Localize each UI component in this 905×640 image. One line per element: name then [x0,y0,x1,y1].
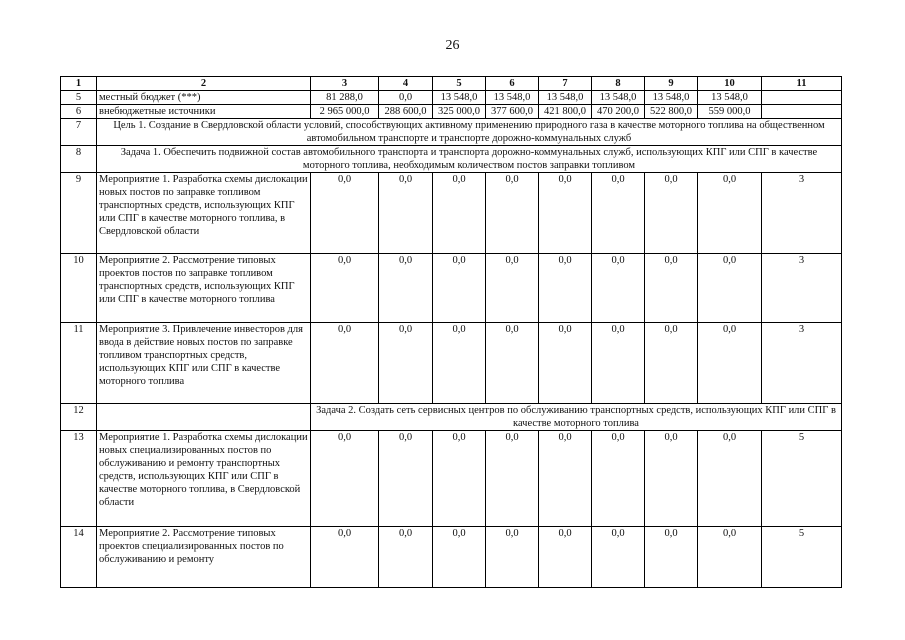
row-number: 6 [61,105,97,119]
value-cell: 288 600,0 [379,105,433,119]
value-cell: 377 600,0 [486,105,539,119]
task-row [61,404,842,431]
value-cell: 0,0 [433,323,486,404]
value-cell: 0,0 [698,173,762,254]
value-cell: 559 000,0 [698,105,762,119]
row-label: внебюджетные источники [97,105,311,119]
task-text: Задача 2. Создать сеть сервисных центров по обслуживанию транспортных средств, использующих КПГ или СПГ в качестве моторного топлива [311,404,842,431]
value-cell: 0,0 [486,431,539,527]
value-cell: 0,0 [539,323,592,404]
header-cell: 10 [698,77,762,91]
header-cell: 9 [645,77,698,91]
value-cell: 0,0 [379,173,433,254]
value-cell: 0,0 [645,431,698,527]
value-cell: 470 200,0 [592,105,645,119]
target-indicator-cell: 5 [762,431,842,527]
row-number: 14 [61,527,97,588]
value-cell: 0,0 [311,527,379,588]
header-cell: 11 [762,77,842,91]
value-cell: 0,0 [433,173,486,254]
table-row [61,91,842,105]
activity-text: Мероприятие 2. Рассмотрение типовых проектов постов по заправке топливом транспортных средств, использующих КПГ или СПГ в качестве моторного топлива [97,254,311,323]
value-cell: 0,0 [592,254,645,323]
value-cell: 0,0 [592,173,645,254]
value-cell: 0,0 [311,431,379,527]
value-cell: 0,0 [379,431,433,527]
task-row [61,146,842,173]
value-cell: 0,0 [379,254,433,323]
value-cell: 522 800,0 [645,105,698,119]
value-cell: 0,0 [486,254,539,323]
row-number: 5 [61,91,97,105]
value-cell: 0,0 [645,254,698,323]
value-cell: 0,0 [645,527,698,588]
value-cell: 0,0 [698,431,762,527]
table-row [61,173,842,254]
value-cell: 0,0 [645,323,698,404]
empty-cell [97,404,311,431]
value-cell: 81 288,0 [311,91,379,105]
value-cell: 13 548,0 [698,91,762,105]
header-cell: 3 [311,77,379,91]
row-number: 13 [61,431,97,527]
value-cell: 0,0 [592,431,645,527]
value-cell: 0,0 [311,323,379,404]
value-cell: 0,0 [379,91,433,105]
goal-row [61,119,842,146]
target-indicator-cell: 3 [762,254,842,323]
table-row [61,431,842,527]
activity-text: Мероприятие 2. Рассмотрение типовых проектов специализированных постов по обслуживанию и ремонту [97,527,311,588]
table-row [61,105,842,119]
header-cell: 5 [433,77,486,91]
value-cell: 0,0 [433,254,486,323]
activity-text: Мероприятие 1. Разработка схемы дислокации новых постов по заправке топливом транспортных средств, использующих КПГ или СПГ в качестве моторного топлива, в Свердловской области [97,173,311,254]
value-cell: 0,0 [539,431,592,527]
value-cell: 0,0 [698,254,762,323]
value-cell: 0,0 [433,431,486,527]
value-cell: 13 548,0 [539,91,592,105]
header-cell: 8 [592,77,645,91]
value-cell: 0,0 [486,173,539,254]
target-indicator-cell: 3 [762,173,842,254]
row-number: 11 [61,323,97,404]
value-cell: 421 800,0 [539,105,592,119]
table-row [61,254,842,323]
header-cell: 2 [97,77,311,91]
task-text: Задача 1. Обеспечить подвижной состав автомобильного транспорта и транспорта дорожно-коммунальных служб, использующих КПГ или СПГ в качестве моторного топлива, необходимым количеством постов заправки топливом [97,146,842,173]
target-indicator-cell: 3 [762,323,842,404]
header-cell: 1 [61,77,97,91]
value-cell: 0,0 [539,527,592,588]
header-cell: 7 [539,77,592,91]
row-number: 8 [61,146,97,173]
header-cell: 6 [486,77,539,91]
program-table [60,76,842,588]
value-cell: 13 548,0 [645,91,698,105]
value-cell: 0,0 [592,527,645,588]
value-cell: 0,0 [698,323,762,404]
value-cell: 13 548,0 [592,91,645,105]
value-cell: 0,0 [433,527,486,588]
row-label: местный бюджет (***) [97,91,311,105]
value-cell: 0,0 [592,323,645,404]
target-indicator-cell: 5 [762,527,842,588]
header-row [61,77,842,91]
value-cell [762,91,842,105]
activity-text: Мероприятие 1. Разработка схемы дислокации новых специализированных постов по обслуживанию и ремонту транспортных средств, использующих КПГ или СПГ в качестве моторного топлива, в Свердловской области [97,431,311,527]
row-number: 9 [61,173,97,254]
header-cell: 4 [379,77,433,91]
goal-text: Цель 1. Создание в Свердловской области условий, способствующих активному применению природного газа в качестве моторного топлива на общественном автомобильном транспорте и транспорте дорожно-коммунальных служб [97,119,842,146]
value-cell: 0,0 [486,527,539,588]
value-cell [762,105,842,119]
row-number: 7 [61,119,97,146]
row-number: 12 [61,404,97,431]
table-row [61,527,842,588]
value-cell: 0,0 [698,527,762,588]
activity-text: Мероприятие 3. Привлечение инвесторов для ввода в действие новых постов по заправке топливом транспортных средств, использующих КПГ или СПГ в качестве моторного топлива [97,323,311,404]
value-cell: 0,0 [645,173,698,254]
value-cell: 0,0 [379,527,433,588]
value-cell: 0,0 [311,254,379,323]
value-cell: 0,0 [379,323,433,404]
value-cell: 325 000,0 [433,105,486,119]
page-number: 26 [445,38,460,53]
table-row [61,323,842,404]
value-cell: 0,0 [539,173,592,254]
value-cell: 2 965 000,0 [311,105,379,119]
value-cell: 0,0 [311,173,379,254]
value-cell: 0,0 [539,254,592,323]
value-cell: 13 548,0 [433,91,486,105]
value-cell: 0,0 [486,323,539,404]
value-cell: 13 548,0 [486,91,539,105]
row-number: 10 [61,254,97,323]
